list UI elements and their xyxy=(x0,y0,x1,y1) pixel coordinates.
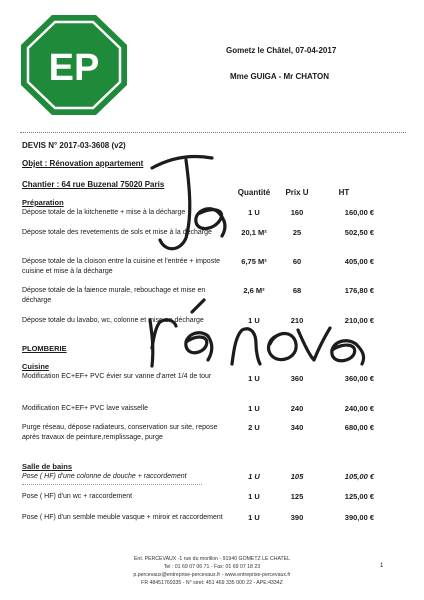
row-description: Dépose totale de la cloison entre la cuisine et l'entrée + imposte cuisine et mise à la décharge xyxy=(22,258,221,275)
row-total-ht: 680,00 € xyxy=(344,423,374,432)
section-plomberie: PLOMBERIE xyxy=(22,344,67,353)
row-quantity: 1 U xyxy=(248,404,260,413)
logo-text: EP xyxy=(48,47,100,89)
row-description: Dépose totale de la faience murale, rebouchage et mise en décharge xyxy=(22,287,206,304)
place-date: Gometz le Châtel, 07-04-2017 xyxy=(226,46,337,55)
row-unit-price: 240 xyxy=(290,404,304,413)
footer-phone: Tel : 01 69 07 06 71 - Fax: 01 69 07 18 23 xyxy=(163,564,261,570)
row-description: Modification EC+EF+ PVC lave vaisselle xyxy=(22,405,149,412)
row-unit-price: 340 xyxy=(290,423,304,432)
devis-chantier: Chantier : 64 rue Buzenal 75020 Paris xyxy=(22,180,165,189)
row-quantity: 1 U xyxy=(248,208,260,217)
row-description: Pose ( HF) d'une colonne de douche + raccordement xyxy=(22,473,187,480)
client-name: Mme GUIGA - Mr CHATON xyxy=(230,72,329,81)
row-quantity: 1 U xyxy=(248,513,260,522)
row-quantity: 1 U xyxy=(248,374,260,383)
row-description: Dépose totale du lavabo, wc, colonne et mise en décharge xyxy=(22,317,204,324)
section-salle-de-bains: Salle de bains xyxy=(22,462,73,471)
row-total-ht: 210,00 € xyxy=(344,316,374,325)
col-header-quantite: Quantité xyxy=(237,188,271,197)
row-total-ht: 502,50 € xyxy=(344,228,374,237)
col-header-ht: HT xyxy=(338,188,350,197)
row-description: Dépose totale de la kitchenette + mise à la décharge xyxy=(22,209,186,216)
row-description: Purge réseau, dépose radiateurs, conservation sur site, repose après travaux de peinture,remplissage, purge xyxy=(22,424,218,441)
footer-registration: FR 48451769335 - N° siret: 451 469 335 000 22 - APE:4334Z xyxy=(141,580,283,586)
row-unit-price: 25 xyxy=(292,228,302,237)
footer-contact: p.percevaux@entreprise-percevaux.fr - www.entreprise-percevaux.fr xyxy=(133,572,291,578)
row-separator xyxy=(22,484,202,485)
row-quantity: 2 U xyxy=(248,423,260,432)
devis-objet: Objet : Rénovation appartement xyxy=(22,159,144,168)
row-total-ht: 176,80 € xyxy=(344,286,374,295)
row-description: Dépose totale des revetements de sols et mise à la décharge xyxy=(22,229,212,236)
devis-number: DEVIS N° 2017-03-3608 (v2) xyxy=(22,141,126,150)
row-quantity: 1 U xyxy=(248,316,260,325)
row-total-ht: 360,00 € xyxy=(344,374,374,383)
row-unit-price: 360 xyxy=(290,374,304,383)
row-quantity: 1 U xyxy=(248,492,260,501)
section-preparation: Préparation xyxy=(22,198,64,207)
row-description: Pose ( HF) d'un wc + raccordement xyxy=(22,493,133,500)
header-separator xyxy=(20,132,406,133)
row-total-ht: 390,00 € xyxy=(344,513,374,522)
row-quantity: 1 U xyxy=(248,472,260,481)
row-unit-price: 60 xyxy=(292,257,302,266)
row-unit-price: 68 xyxy=(292,286,302,295)
row-unit-price: 210 xyxy=(290,316,304,325)
page-number: 1 xyxy=(380,563,384,569)
row-unit-price: 105 xyxy=(290,472,304,481)
row-quantity: 20,1 M² xyxy=(241,228,267,237)
row-total-ht: 405,00 € xyxy=(344,257,374,266)
row-quantity: 2,6 M² xyxy=(243,286,265,295)
row-total-ht: 125,00 € xyxy=(344,492,374,501)
section-cuisine: Cuisine xyxy=(22,362,50,371)
row-quantity: 6,75 M² xyxy=(241,257,267,266)
row-total-ht: 240,00 € xyxy=(344,404,374,413)
ep-logo xyxy=(20,14,128,116)
footer-address: Ent. PERCEVAUX -1 rue du morillon - 91940 GOMETZ LE CHATEL xyxy=(133,556,291,562)
row-total-ht: 105,00 € xyxy=(344,472,374,481)
row-unit-price: 390 xyxy=(290,513,304,522)
row-unit-price: 125 xyxy=(290,492,304,501)
row-total-ht: 160,00 € xyxy=(344,208,374,217)
row-unit-price: 160 xyxy=(290,208,304,217)
row-description: Modification EC+EF+ PVC évier sur vanne d'arret 1/4 de tour xyxy=(22,373,212,380)
col-header-prix-u: Prix U xyxy=(285,188,309,197)
row-description: Pose ( HF) d'un semble meuble vasque + miroir et raccordement xyxy=(22,514,223,521)
